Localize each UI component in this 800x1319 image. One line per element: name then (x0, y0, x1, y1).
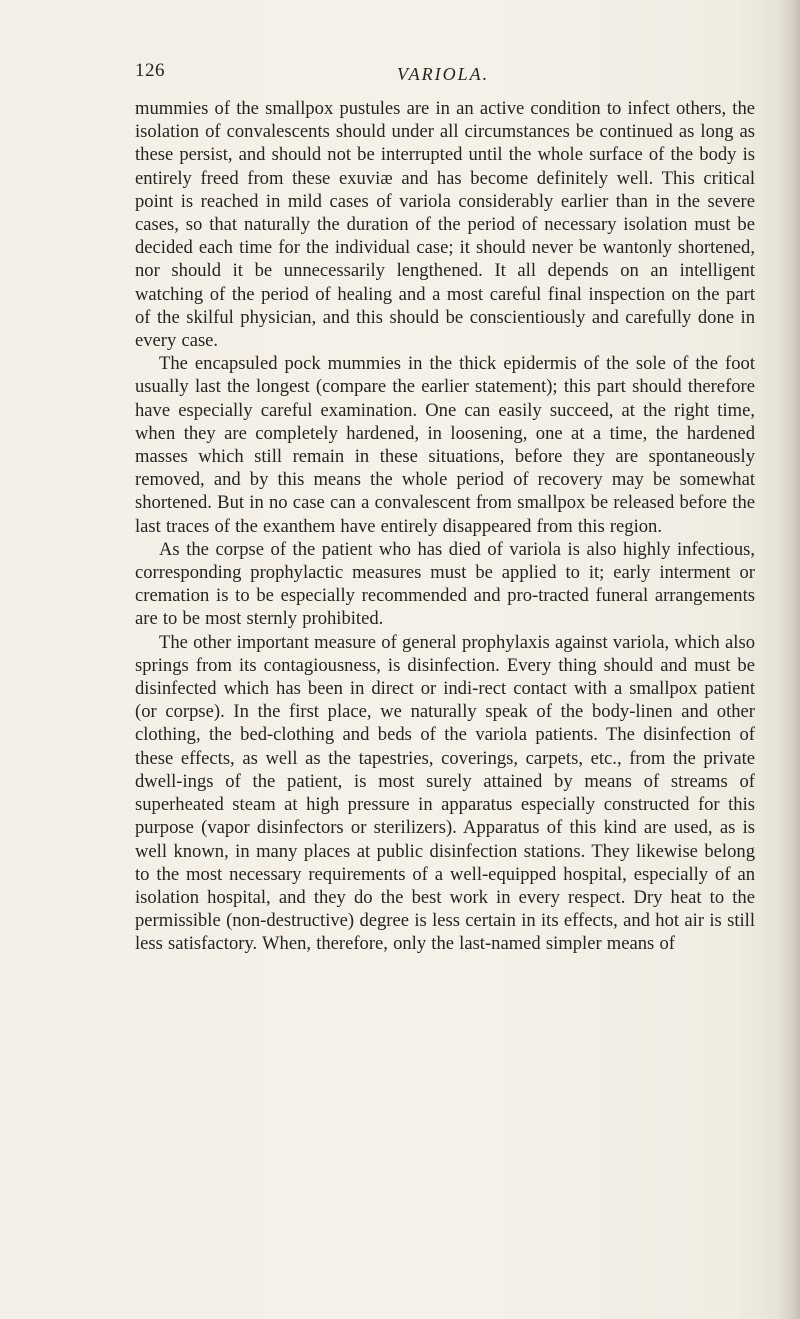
paragraph-disinfection: The other important measure of general prophylaxis against variola, which also springs from its contagiousness, is disinfection. Every thing should and must be disinfected which has been in direct or indi-rect contact with a smallpox patient (or corpse). In the first place, we naturally speak of the body-linen and other clothing, the bed-clothing and beds of the variola patients. The disinfection of these effects, as well as the tapestries, coverings, carpets, etc., from the private dwell-ings of the patient, is most surely attained by means of streams of superheated steam at high pressure in apparatus especially constructed for this purpose (vapor disinfectors or sterilizers). Apparatus of this kind are used, as is well known, in many places at public disinfection stations. They likewise belong to the most necessary requirements of a well-equipped hospital, especially of an isolation hospital, and they do the best work in every respect. Dry heat to the permissible (non-destructive) degree is less certain in its effects, and hot air is still less satisfactory. When, therefore, only the last-named simpler means of (135, 631, 755, 955)
page-edge-shadow (778, 0, 800, 1319)
running-head: VARIOLA. (397, 64, 490, 84)
body-text (135, 97, 755, 956)
page-number: 126 (135, 60, 165, 81)
paragraph-corpse: As the corpse of the patient who has died of variola is also highly infectious, corresponding prophylactic measures must be applied to it; early interment or cremation is to be especially recommended and pro-tracted funeral arrangements are to be most sternly prohibited. (135, 538, 755, 630)
page-header (135, 60, 755, 94)
paragraph-sole-of-foot: The encapsuled pock mummies in the thick epidermis of the sole of the foot usually last the longest (compare the earlier statement); this part should therefore have especially careful examination. One can easily succeed, at the right time, when they are completely hardened, in loosening, one at a time, the hardened masses which still remain in these situations, before they are spontaneously removed, and by this means the whole period of recovery may be somewhat shortened. But in no case can a convalescent from smallpox be released before the last traces of the exanthem have entirely disappeared from this region. (135, 353, 755, 537)
paragraph-continuation: mummies of the smallpox pustules are in an active condition to infect others, the isolation of convalescents should under all circumstances be continued as long as these persist, and should not be interrupted until the whole surface of the body is entirely freed from these exuviæ and has become definitely well. This critical point is reached in mild cases of variola considerably earlier than in the severe cases, so that naturally the duration of the period of necessary isolation must be decided each time for the individual case; it should never be wantonly shortened, nor should it be unnecessarily lengthened. It all depends on an intelligent watching of the period of healing and a most careful final inspection on the part of the skilful physician, and this should be conscientiously and carefully done in every case. (135, 98, 755, 352)
